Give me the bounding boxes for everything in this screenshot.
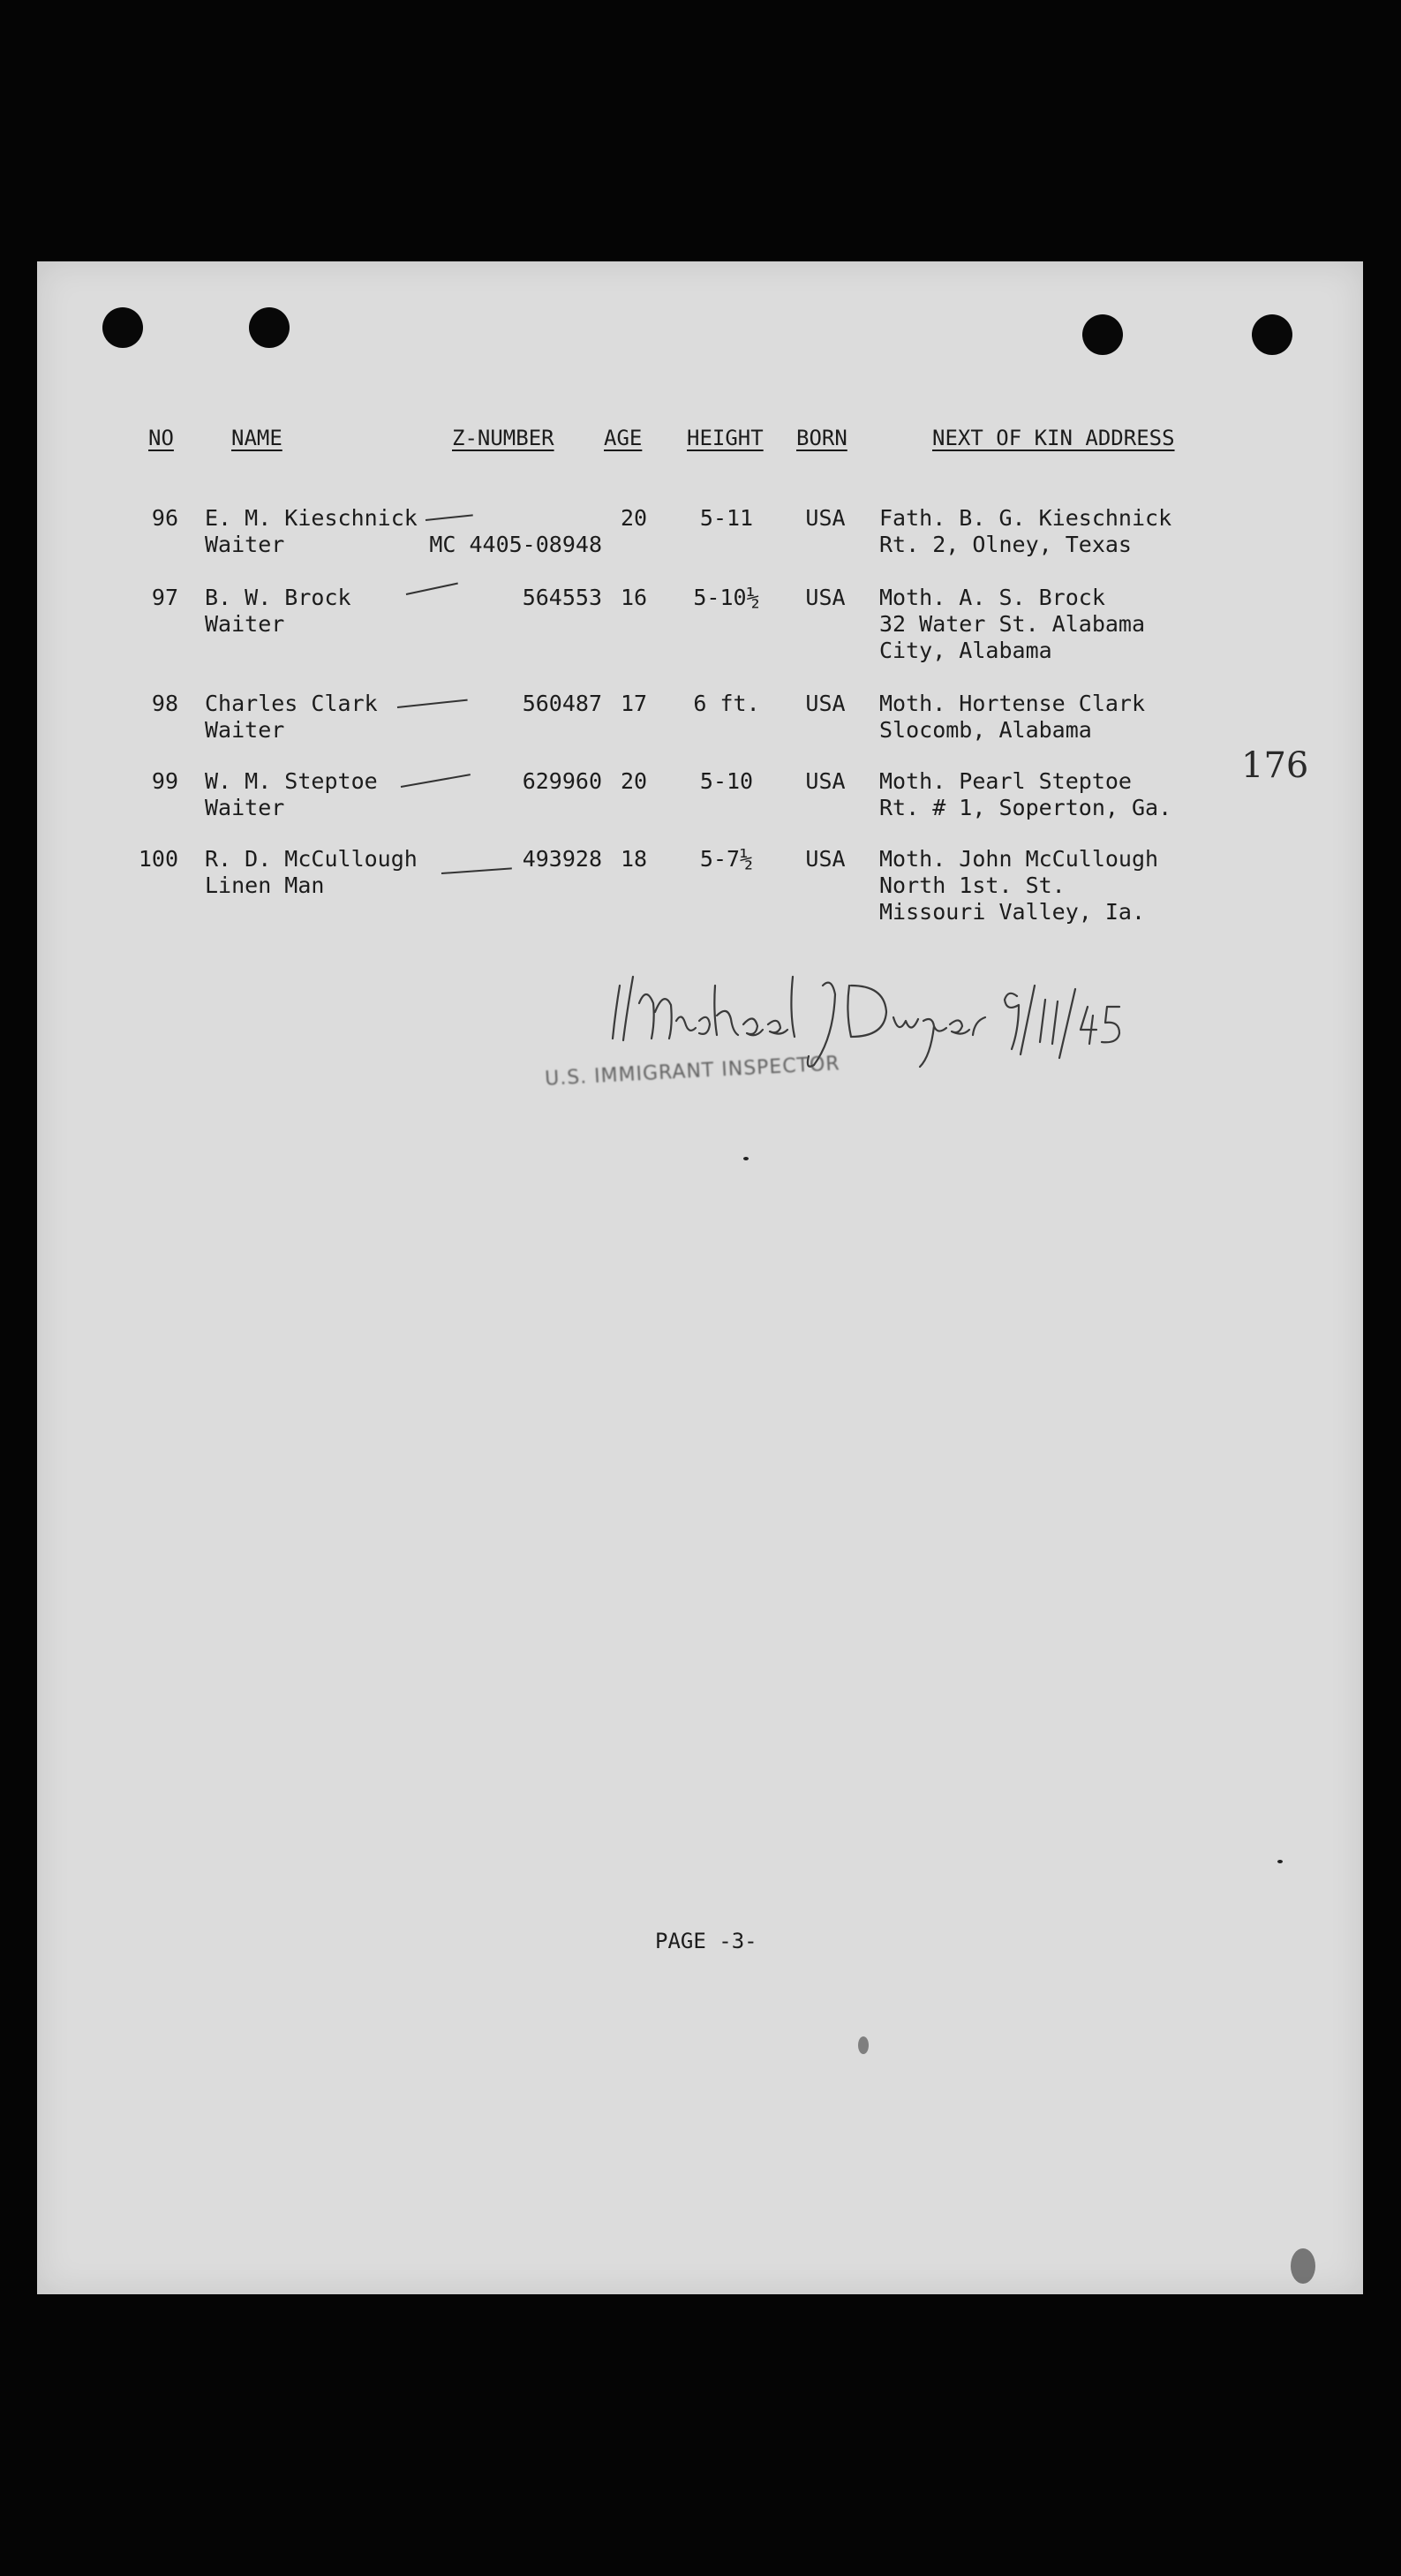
speck <box>858 2036 869 2054</box>
crew-occupation: Waiter <box>205 611 285 637</box>
kin-line: Moth. Pearl Steptoe <box>879 768 1132 794</box>
next-of-kin <box>879 585 1145 664</box>
punch-hole <box>102 307 143 348</box>
z-number: 493928 <box>522 846 602 872</box>
crew-occupation: Waiter <box>205 717 285 743</box>
crew-born: USA <box>805 846 846 872</box>
punch-hole <box>1252 314 1292 355</box>
crew-name: Charles Clark <box>205 691 378 716</box>
kin-line: Missouri Valley, Ia. <box>879 899 1146 925</box>
next-of-kin <box>879 768 1171 821</box>
crew-occupation: Waiter <box>205 532 285 557</box>
crew-born: USA <box>805 585 846 610</box>
kin-line: Fath. B. G. Kieschnick <box>879 505 1172 531</box>
speck <box>1277 1860 1283 1863</box>
punch-hole <box>249 307 290 348</box>
next-of-kin <box>879 505 1171 558</box>
page-number: PAGE -3- <box>655 1929 757 1953</box>
speck <box>743 1157 749 1160</box>
z-number: 560487 <box>522 691 602 716</box>
kin-line: Moth. A. S. Brock <box>879 585 1105 610</box>
crew-height: 5-10½ <box>693 585 760 610</box>
z-number: 629960 <box>522 768 602 794</box>
z-number-alt: MC 4405-08948 <box>429 532 602 557</box>
crew-age: 16 <box>620 585 648 610</box>
kin-line: Slocomb, Alabama <box>879 717 1092 743</box>
crew-age: 20 <box>620 768 648 794</box>
crew-occupation: Linen Man <box>205 873 325 898</box>
next-of-kin <box>879 691 1145 744</box>
row-number: 99 <box>151 768 178 794</box>
kin-line: 32 Water St. Alabama <box>879 611 1146 637</box>
crew-height: 5-10 <box>699 768 754 794</box>
header-height: HEIGHT <box>687 426 764 450</box>
check-mark <box>426 514 473 521</box>
header-born: BORN <box>796 426 847 450</box>
header-no: NO <box>148 426 174 450</box>
kin-line: Moth. Hortense Clark <box>879 691 1146 716</box>
crew-name: R. D. McCullough <box>205 846 418 872</box>
header-age: AGE <box>604 426 643 450</box>
crew-age: 17 <box>620 691 648 716</box>
kin-line: City, Alabama <box>879 638 1052 663</box>
crew-height: 6 ft. <box>693 691 760 716</box>
z-number: 564553 <box>522 585 602 610</box>
crew-height: 5-11 <box>699 505 754 531</box>
crew-born: USA <box>805 768 846 794</box>
document-page <box>37 261 1363 2294</box>
header-z-number: Z-NUMBER <box>452 426 554 450</box>
crew-age: 20 <box>620 505 648 531</box>
speck <box>1291 2248 1315 2284</box>
kin-line: Rt. # 1, Soperton, Ga. <box>879 795 1172 820</box>
next-of-kin <box>879 846 1158 925</box>
row-number: 97 <box>151 585 178 610</box>
row-number: 96 <box>151 505 178 531</box>
crew-height: 5-7½ <box>699 846 754 872</box>
crew-name: B. W. Brock <box>205 585 351 610</box>
crew-occupation: Waiter <box>205 795 285 820</box>
crew-born: USA <box>805 505 846 531</box>
inspector-stamp: U.S. IMMIGRANT INSPECTOR <box>544 1053 841 1091</box>
crew-name: E. M. Kieschnick <box>205 505 418 531</box>
kin-line: Moth. John McCullough <box>879 846 1159 872</box>
header-next-of-kin: NEXT OF KIN ADDRESS <box>932 426 1175 450</box>
row-number: 98 <box>151 691 178 716</box>
header-name: NAME <box>231 426 282 450</box>
punch-hole <box>1082 314 1123 355</box>
crew-name: W. M. Steptoe <box>205 768 378 794</box>
kin-line: Rt. 2, Olney, Texas <box>879 532 1132 557</box>
kin-line: North 1st. St. <box>879 873 1066 898</box>
crew-age: 18 <box>620 846 648 872</box>
row-number: 100 <box>138 846 178 872</box>
side-number: 176 <box>1241 745 1309 786</box>
crew-born: USA <box>805 691 846 716</box>
